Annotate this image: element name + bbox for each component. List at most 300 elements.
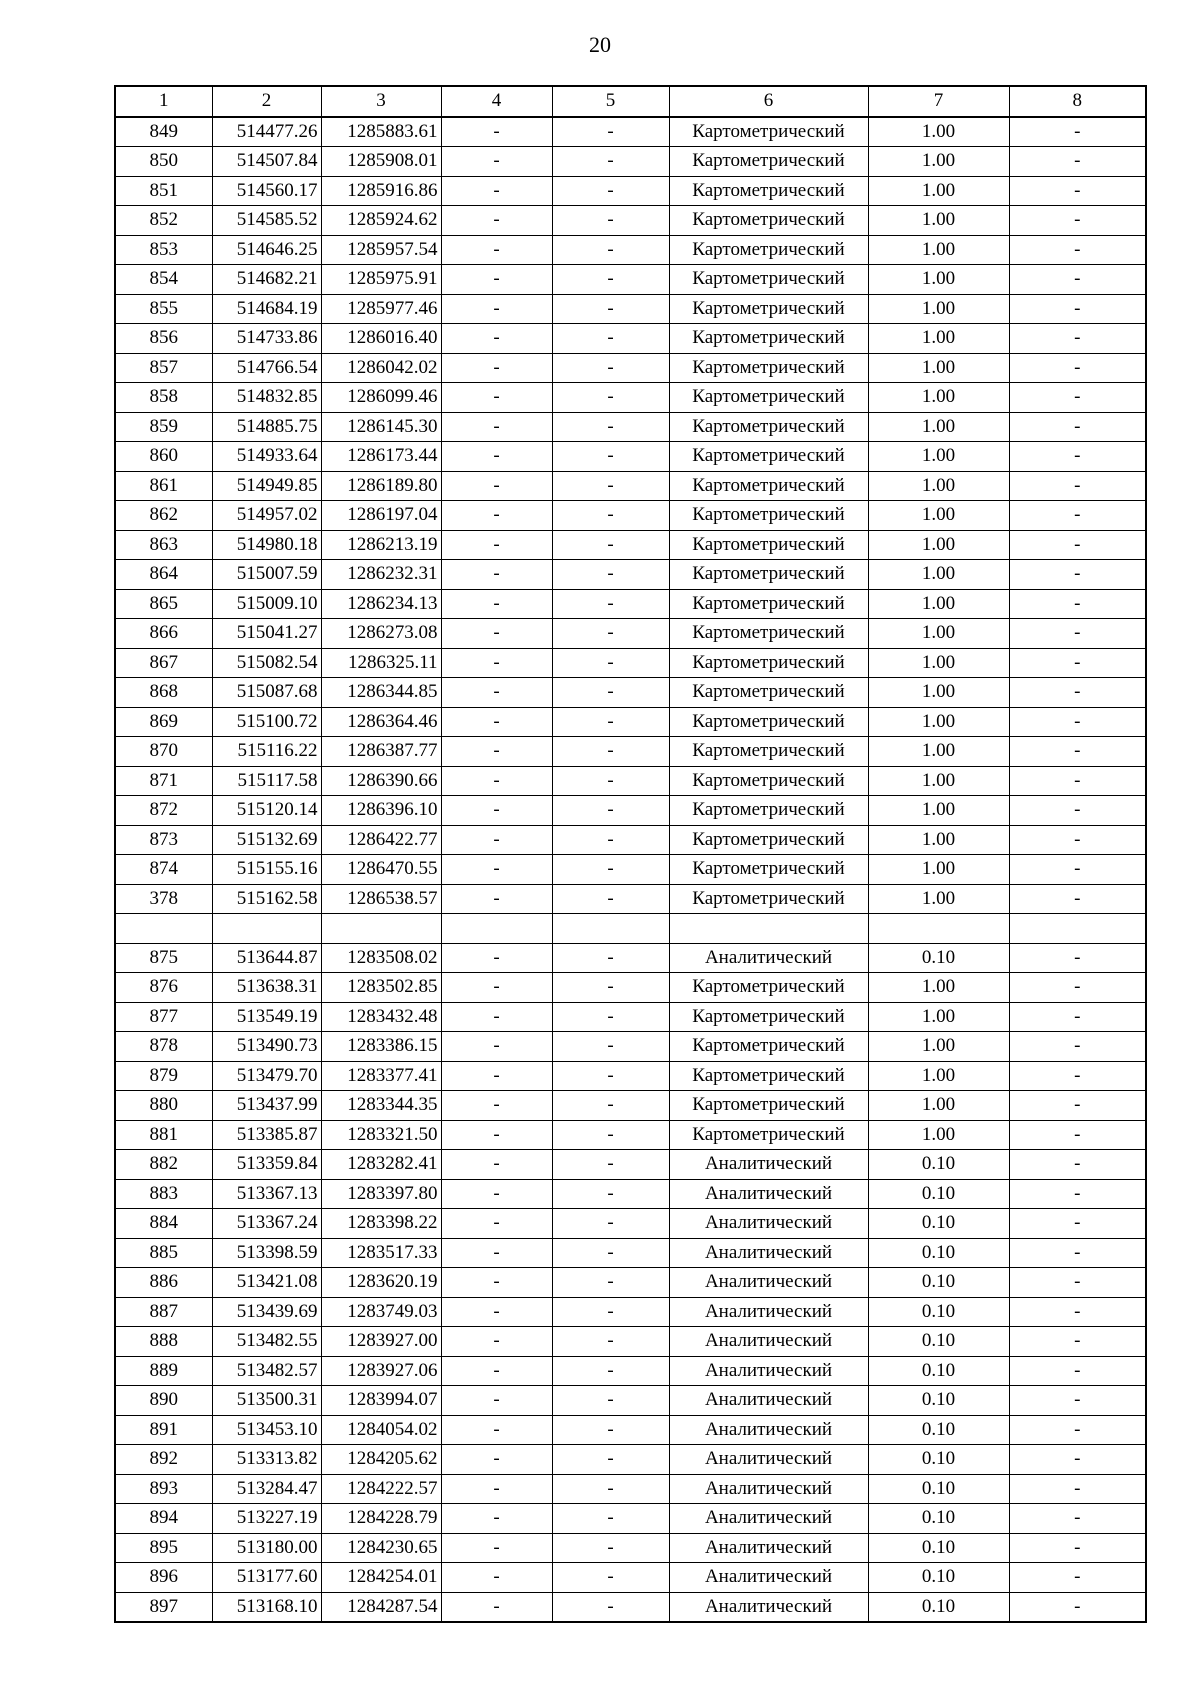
- method-cell: Картометрический: [669, 353, 868, 383]
- method-cell: Аналитический: [669, 1592, 868, 1622]
- col-4-cell: -: [441, 648, 552, 678]
- table-row: [115, 1120, 1146, 1150]
- accuracy-cell: 1.00: [868, 678, 1009, 708]
- col-8-cell: -: [1009, 1179, 1146, 1209]
- method-cell: Картометрический: [669, 1032, 868, 1062]
- coord-y-cell: 1283502.85: [321, 973, 441, 1003]
- table-row: [115, 796, 1146, 826]
- table-row: [115, 648, 1146, 678]
- coord-x-cell: 515007.59: [212, 560, 321, 590]
- col-5-cell: -: [552, 796, 669, 826]
- col-8-cell: -: [1009, 737, 1146, 767]
- col-5-cell: -: [552, 442, 669, 472]
- col-8-cell: -: [1009, 530, 1146, 560]
- col-4-cell: -: [441, 619, 552, 649]
- coord-y-cell: [321, 914, 441, 944]
- col-8-cell: -: [1009, 1592, 1146, 1622]
- col-8-cell: -: [1009, 206, 1146, 236]
- coord-x-cell: 514733.86: [212, 324, 321, 354]
- table-row: [115, 1091, 1146, 1121]
- method-cell: Картометрический: [669, 530, 868, 560]
- coord-x-cell: 514560.17: [212, 176, 321, 206]
- col-5-cell: -: [552, 884, 669, 914]
- accuracy-cell: 0.10: [868, 1386, 1009, 1416]
- coord-x-cell: 515100.72: [212, 707, 321, 737]
- coord-y-cell: 1283994.07: [321, 1386, 441, 1416]
- table-row: [115, 855, 1146, 885]
- col-5-cell: -: [552, 324, 669, 354]
- accuracy-cell: 0.10: [868, 1238, 1009, 1268]
- col-5-cell: -: [552, 766, 669, 796]
- col-8-cell: -: [1009, 1297, 1146, 1327]
- col-8-cell: -: [1009, 884, 1146, 914]
- point-number-cell: 874: [115, 855, 212, 885]
- coord-x-cell: 513168.10: [212, 1592, 321, 1622]
- coord-y-cell: 1283397.80: [321, 1179, 441, 1209]
- point-number-cell: 852: [115, 206, 212, 236]
- coord-y-cell: 1285977.46: [321, 294, 441, 324]
- coord-x-cell: 513439.69: [212, 1297, 321, 1327]
- col-5-cell: -: [552, 1356, 669, 1386]
- method-cell: Аналитический: [669, 1238, 868, 1268]
- method-cell: Картометрический: [669, 412, 868, 442]
- coord-x-cell: 515009.10: [212, 589, 321, 619]
- point-number-cell: 881: [115, 1120, 212, 1150]
- accuracy-cell: 1.00: [868, 235, 1009, 265]
- accuracy-cell: 1.00: [868, 501, 1009, 531]
- coord-y-cell: 1285957.54: [321, 235, 441, 265]
- col-4-cell: -: [441, 383, 552, 413]
- column-header: 3: [321, 86, 441, 117]
- col-5-cell: -: [552, 648, 669, 678]
- table-row: [115, 1327, 1146, 1357]
- point-number-cell: 887: [115, 1297, 212, 1327]
- accuracy-cell: 1.00: [868, 1091, 1009, 1121]
- accuracy-cell: 1.00: [868, 1002, 1009, 1032]
- point-number-cell: 894: [115, 1504, 212, 1534]
- accuracy-cell: 1.00: [868, 442, 1009, 472]
- table-row: [115, 412, 1146, 442]
- method-cell: Картометрический: [669, 324, 868, 354]
- accuracy-cell: 1.00: [868, 855, 1009, 885]
- col-4-cell: -: [441, 1150, 552, 1180]
- col-5-cell: -: [552, 353, 669, 383]
- point-number-cell: 851: [115, 176, 212, 206]
- coord-x-cell: 513482.55: [212, 1327, 321, 1357]
- coord-y-cell: 1286538.57: [321, 884, 441, 914]
- point-number-cell: 862: [115, 501, 212, 531]
- column-header: 5: [552, 86, 669, 117]
- point-number-cell: 866: [115, 619, 212, 649]
- coord-y-cell: 1283927.06: [321, 1356, 441, 1386]
- col-5-cell: -: [552, 737, 669, 767]
- point-number-cell: 863: [115, 530, 212, 560]
- coord-y-cell: 1285883.61: [321, 117, 441, 147]
- table-row: [115, 678, 1146, 708]
- col-5-cell: -: [552, 1504, 669, 1534]
- accuracy-cell: 0.10: [868, 1445, 1009, 1475]
- col-4-cell: -: [441, 678, 552, 708]
- coord-y-cell: 1285916.86: [321, 176, 441, 206]
- table-row: [115, 1297, 1146, 1327]
- accuracy-cell: 1.00: [868, 353, 1009, 383]
- col-8-cell: -: [1009, 412, 1146, 442]
- accuracy-cell: 1.00: [868, 1061, 1009, 1091]
- point-number-cell: 892: [115, 1445, 212, 1475]
- col-5-cell: -: [552, 943, 669, 973]
- table-body: [115, 86, 1146, 1622]
- column-header: 7: [868, 86, 1009, 117]
- accuracy-cell: 1.00: [868, 589, 1009, 619]
- col-5-cell: -: [552, 1002, 669, 1032]
- col-4-cell: -: [441, 530, 552, 560]
- accuracy-cell: 1.00: [868, 707, 1009, 737]
- point-number-cell: 849: [115, 117, 212, 147]
- table-row: [115, 530, 1146, 560]
- col-8-cell: -: [1009, 1061, 1146, 1091]
- col-4-cell: -: [441, 1179, 552, 1209]
- col-4-cell: -: [441, 1592, 552, 1622]
- point-number-cell: 875: [115, 943, 212, 973]
- point-number-cell: 850: [115, 147, 212, 177]
- col-8-cell: [1009, 914, 1146, 944]
- point-number-cell: 871: [115, 766, 212, 796]
- point-number-cell: 865: [115, 589, 212, 619]
- accuracy-cell: 0.10: [868, 1327, 1009, 1357]
- method-cell: Аналитический: [669, 1327, 868, 1357]
- coord-y-cell: 1283749.03: [321, 1297, 441, 1327]
- point-number-cell: 856: [115, 324, 212, 354]
- coord-y-cell: 1286232.31: [321, 560, 441, 590]
- coord-y-cell: 1286016.40: [321, 324, 441, 354]
- method-cell: Картометрический: [669, 766, 868, 796]
- point-number-cell: 885: [115, 1238, 212, 1268]
- col-8-cell: -: [1009, 383, 1146, 413]
- table-row: [115, 1209, 1146, 1239]
- method-cell: Картометрический: [669, 589, 868, 619]
- col-5-cell: -: [552, 294, 669, 324]
- point-number-cell: 896: [115, 1563, 212, 1593]
- col-5-cell: -: [552, 1327, 669, 1357]
- point-number-cell: 857: [115, 353, 212, 383]
- col-5-cell: -: [552, 117, 669, 147]
- coord-x-cell: 515132.69: [212, 825, 321, 855]
- accuracy-cell: 1.00: [868, 206, 1009, 236]
- point-number-cell: 872: [115, 796, 212, 826]
- col-4-cell: -: [441, 766, 552, 796]
- accuracy-cell: 0.10: [868, 1474, 1009, 1504]
- col-5-cell: -: [552, 176, 669, 206]
- col-8-cell: -: [1009, 265, 1146, 295]
- table-row: [115, 265, 1146, 295]
- coord-y-cell: 1283377.41: [321, 1061, 441, 1091]
- point-number-cell: 883: [115, 1179, 212, 1209]
- table-row: [115, 1474, 1146, 1504]
- coord-y-cell: 1283432.48: [321, 1002, 441, 1032]
- accuracy-cell: 0.10: [868, 1209, 1009, 1239]
- col-8-cell: -: [1009, 235, 1146, 265]
- accuracy-cell: 0.10: [868, 1592, 1009, 1622]
- col-8-cell: -: [1009, 855, 1146, 885]
- table-row: [115, 1002, 1146, 1032]
- col-4-cell: -: [441, 1415, 552, 1445]
- method-cell: Картометрический: [669, 707, 868, 737]
- coord-y-cell: 1286213.19: [321, 530, 441, 560]
- table-row: [115, 501, 1146, 531]
- table-row: [115, 294, 1146, 324]
- method-cell: [669, 914, 868, 944]
- coord-y-cell: 1285975.91: [321, 265, 441, 295]
- coord-y-cell: 1286422.77: [321, 825, 441, 855]
- point-number-cell: 884: [115, 1209, 212, 1239]
- accuracy-cell: 0.10: [868, 1504, 1009, 1534]
- col-8-cell: -: [1009, 707, 1146, 737]
- table-row: [115, 442, 1146, 472]
- coord-y-cell: 1286390.66: [321, 766, 441, 796]
- col-5-cell: [552, 914, 669, 944]
- coord-y-cell: 1283321.50: [321, 1120, 441, 1150]
- coord-x-cell: 514477.26: [212, 117, 321, 147]
- coord-x-cell: 513490.73: [212, 1032, 321, 1062]
- table-row: [115, 560, 1146, 590]
- accuracy-cell: 0.10: [868, 1356, 1009, 1386]
- accuracy-cell: 1.00: [868, 471, 1009, 501]
- coord-x-cell: 513479.70: [212, 1061, 321, 1091]
- coord-x-cell: 513421.08: [212, 1268, 321, 1298]
- column-header: 8: [1009, 86, 1146, 117]
- method-cell: Картометрический: [669, 1091, 868, 1121]
- coord-x-cell: 515155.16: [212, 855, 321, 885]
- table-row: [115, 1533, 1146, 1563]
- method-cell: Картометрический: [669, 678, 868, 708]
- table-row: [115, 766, 1146, 796]
- coord-x-cell: 514933.64: [212, 442, 321, 472]
- col-8-cell: -: [1009, 1415, 1146, 1445]
- coord-y-cell: 1284054.02: [321, 1415, 441, 1445]
- coord-x-cell: 514980.18: [212, 530, 321, 560]
- method-cell: Картометрический: [669, 147, 868, 177]
- coord-x-cell: 513367.24: [212, 1209, 321, 1239]
- method-cell: Картометрический: [669, 442, 868, 472]
- col-4-cell: -: [441, 1474, 552, 1504]
- col-5-cell: -: [552, 147, 669, 177]
- column-header: 2: [212, 86, 321, 117]
- accuracy-cell: 1.00: [868, 412, 1009, 442]
- col-5-cell: -: [552, 1209, 669, 1239]
- method-cell: Картометрический: [669, 855, 868, 885]
- table-row: [115, 1032, 1146, 1062]
- coord-x-cell: 513437.99: [212, 1091, 321, 1121]
- table-row: [115, 619, 1146, 649]
- col-5-cell: -: [552, 530, 669, 560]
- accuracy-cell: 1.00: [868, 265, 1009, 295]
- col-4-cell: -: [441, 560, 552, 590]
- method-cell: Аналитический: [669, 1150, 868, 1180]
- coord-x-cell: 514949.85: [212, 471, 321, 501]
- col-8-cell: -: [1009, 825, 1146, 855]
- col-8-cell: -: [1009, 1209, 1146, 1239]
- col-4-cell: -: [441, 855, 552, 885]
- method-cell: Картометрический: [669, 501, 868, 531]
- col-5-cell: -: [552, 471, 669, 501]
- col-8-cell: -: [1009, 1327, 1146, 1357]
- table-row: [115, 1061, 1146, 1091]
- coord-x-cell: 513177.60: [212, 1563, 321, 1593]
- col-5-cell: -: [552, 619, 669, 649]
- point-number-cell: 861: [115, 471, 212, 501]
- table-row: [115, 825, 1146, 855]
- table-row: [115, 1179, 1146, 1209]
- col-4-cell: -: [441, 884, 552, 914]
- accuracy-cell: 0.10: [868, 1297, 1009, 1327]
- col-5-cell: -: [552, 1592, 669, 1622]
- col-4-cell: -: [441, 294, 552, 324]
- table-row: [115, 471, 1146, 501]
- method-cell: Картометрический: [669, 648, 868, 678]
- coord-y-cell: 1283398.22: [321, 1209, 441, 1239]
- col-5-cell: -: [552, 825, 669, 855]
- col-8-cell: -: [1009, 678, 1146, 708]
- col-5-cell: -: [552, 1386, 669, 1416]
- coord-x-cell: 513549.19: [212, 1002, 321, 1032]
- table-row: [115, 383, 1146, 413]
- point-number-cell: 886: [115, 1268, 212, 1298]
- col-8-cell: -: [1009, 796, 1146, 826]
- method-cell: Аналитический: [669, 1356, 868, 1386]
- point-number-cell: 868: [115, 678, 212, 708]
- col-8-cell: -: [1009, 1032, 1146, 1062]
- coord-y-cell: 1283508.02: [321, 943, 441, 973]
- point-number-cell: 378: [115, 884, 212, 914]
- col-4-cell: -: [441, 1386, 552, 1416]
- accuracy-cell: 0.10: [868, 1150, 1009, 1180]
- col-5-cell: -: [552, 1563, 669, 1593]
- col-4-cell: -: [441, 1563, 552, 1593]
- col-4-cell: -: [441, 1120, 552, 1150]
- method-cell: Картометрический: [669, 117, 868, 147]
- table-row: [115, 1445, 1146, 1475]
- coord-y-cell: 1284287.54: [321, 1592, 441, 1622]
- point-number-cell: 895: [115, 1533, 212, 1563]
- coord-y-cell: 1286364.46: [321, 707, 441, 737]
- point-number-cell: 879: [115, 1061, 212, 1091]
- coord-x-cell: 514766.54: [212, 353, 321, 383]
- method-cell: Аналитический: [669, 1209, 868, 1239]
- col-5-cell: -: [552, 1268, 669, 1298]
- point-number-cell: 880: [115, 1091, 212, 1121]
- point-number-cell: 870: [115, 737, 212, 767]
- col-5-cell: -: [552, 1415, 669, 1445]
- coord-x-cell: 513284.47: [212, 1474, 321, 1504]
- coord-x-cell: 513644.87: [212, 943, 321, 973]
- point-number-cell: 864: [115, 560, 212, 590]
- col-5-cell: -: [552, 1179, 669, 1209]
- method-cell: Аналитический: [669, 1533, 868, 1563]
- col-8-cell: -: [1009, 619, 1146, 649]
- col-5-cell: -: [552, 1297, 669, 1327]
- point-number-cell: 867: [115, 648, 212, 678]
- coord-x-cell: 514957.02: [212, 501, 321, 531]
- col-4-cell: -: [441, 1209, 552, 1239]
- col-8-cell: -: [1009, 1268, 1146, 1298]
- col-4-cell: -: [441, 825, 552, 855]
- method-cell: Аналитический: [669, 1445, 868, 1475]
- col-5-cell: -: [552, 1120, 669, 1150]
- col-8-cell: -: [1009, 973, 1146, 1003]
- coord-x-cell: 515120.14: [212, 796, 321, 826]
- col-8-cell: -: [1009, 471, 1146, 501]
- coord-y-cell: 1283620.19: [321, 1268, 441, 1298]
- table-row: [115, 884, 1146, 914]
- col-5-cell: -: [552, 412, 669, 442]
- table-row: [115, 707, 1146, 737]
- coord-y-cell: 1286470.55: [321, 855, 441, 885]
- method-cell: Картометрический: [669, 294, 868, 324]
- coord-x-cell: 513313.82: [212, 1445, 321, 1475]
- point-number-cell: 854: [115, 265, 212, 295]
- col-5-cell: -: [552, 1032, 669, 1062]
- coord-x-cell: 513453.10: [212, 1415, 321, 1445]
- col-4-cell: -: [441, 324, 552, 354]
- method-cell: Аналитический: [669, 1297, 868, 1327]
- accuracy-cell: 1.00: [868, 383, 1009, 413]
- coord-y-cell: 1286325.11: [321, 648, 441, 678]
- point-number-cell: 890: [115, 1386, 212, 1416]
- col-4-cell: -: [441, 943, 552, 973]
- col-5-cell: -: [552, 1091, 669, 1121]
- col-8-cell: -: [1009, 1091, 1146, 1121]
- column-header: 4: [441, 86, 552, 117]
- table-row: [115, 1150, 1146, 1180]
- method-cell: Картометрический: [669, 265, 868, 295]
- method-cell: Картометрический: [669, 1061, 868, 1091]
- accuracy-cell: 0.10: [868, 1179, 1009, 1209]
- col-8-cell: -: [1009, 648, 1146, 678]
- col-8-cell: -: [1009, 560, 1146, 590]
- col-5-cell: -: [552, 265, 669, 295]
- col-4-cell: -: [441, 973, 552, 1003]
- point-number-cell: 858: [115, 383, 212, 413]
- col-5-cell: -: [552, 501, 669, 531]
- coord-x-cell: 513500.31: [212, 1386, 321, 1416]
- table-row: [115, 1504, 1146, 1534]
- col-5-cell: -: [552, 678, 669, 708]
- col-5-cell: -: [552, 589, 669, 619]
- col-4-cell: -: [441, 1268, 552, 1298]
- coord-y-cell: 1284222.57: [321, 1474, 441, 1504]
- col-8-cell: -: [1009, 442, 1146, 472]
- coord-x-cell: 513180.00: [212, 1533, 321, 1563]
- accuracy-cell: 1.00: [868, 973, 1009, 1003]
- col-4-cell: [441, 914, 552, 944]
- method-cell: Аналитический: [669, 943, 868, 973]
- coord-x-cell: 514585.52: [212, 206, 321, 236]
- accuracy-cell: 1.00: [868, 619, 1009, 649]
- coord-x-cell: 513482.57: [212, 1356, 321, 1386]
- accuracy-cell: 1.00: [868, 1032, 1009, 1062]
- col-8-cell: -: [1009, 1533, 1146, 1563]
- table-row: [115, 1238, 1146, 1268]
- coord-y-cell: 1284254.01: [321, 1563, 441, 1593]
- col-4-cell: -: [441, 707, 552, 737]
- col-5-cell: -: [552, 1061, 669, 1091]
- point-number-cell: 889: [115, 1356, 212, 1386]
- coord-y-cell: 1286189.80: [321, 471, 441, 501]
- accuracy-cell: 1.00: [868, 737, 1009, 767]
- coordinates-table: [114, 85, 1147, 1623]
- col-8-cell: -: [1009, 943, 1146, 973]
- col-8-cell: -: [1009, 1504, 1146, 1534]
